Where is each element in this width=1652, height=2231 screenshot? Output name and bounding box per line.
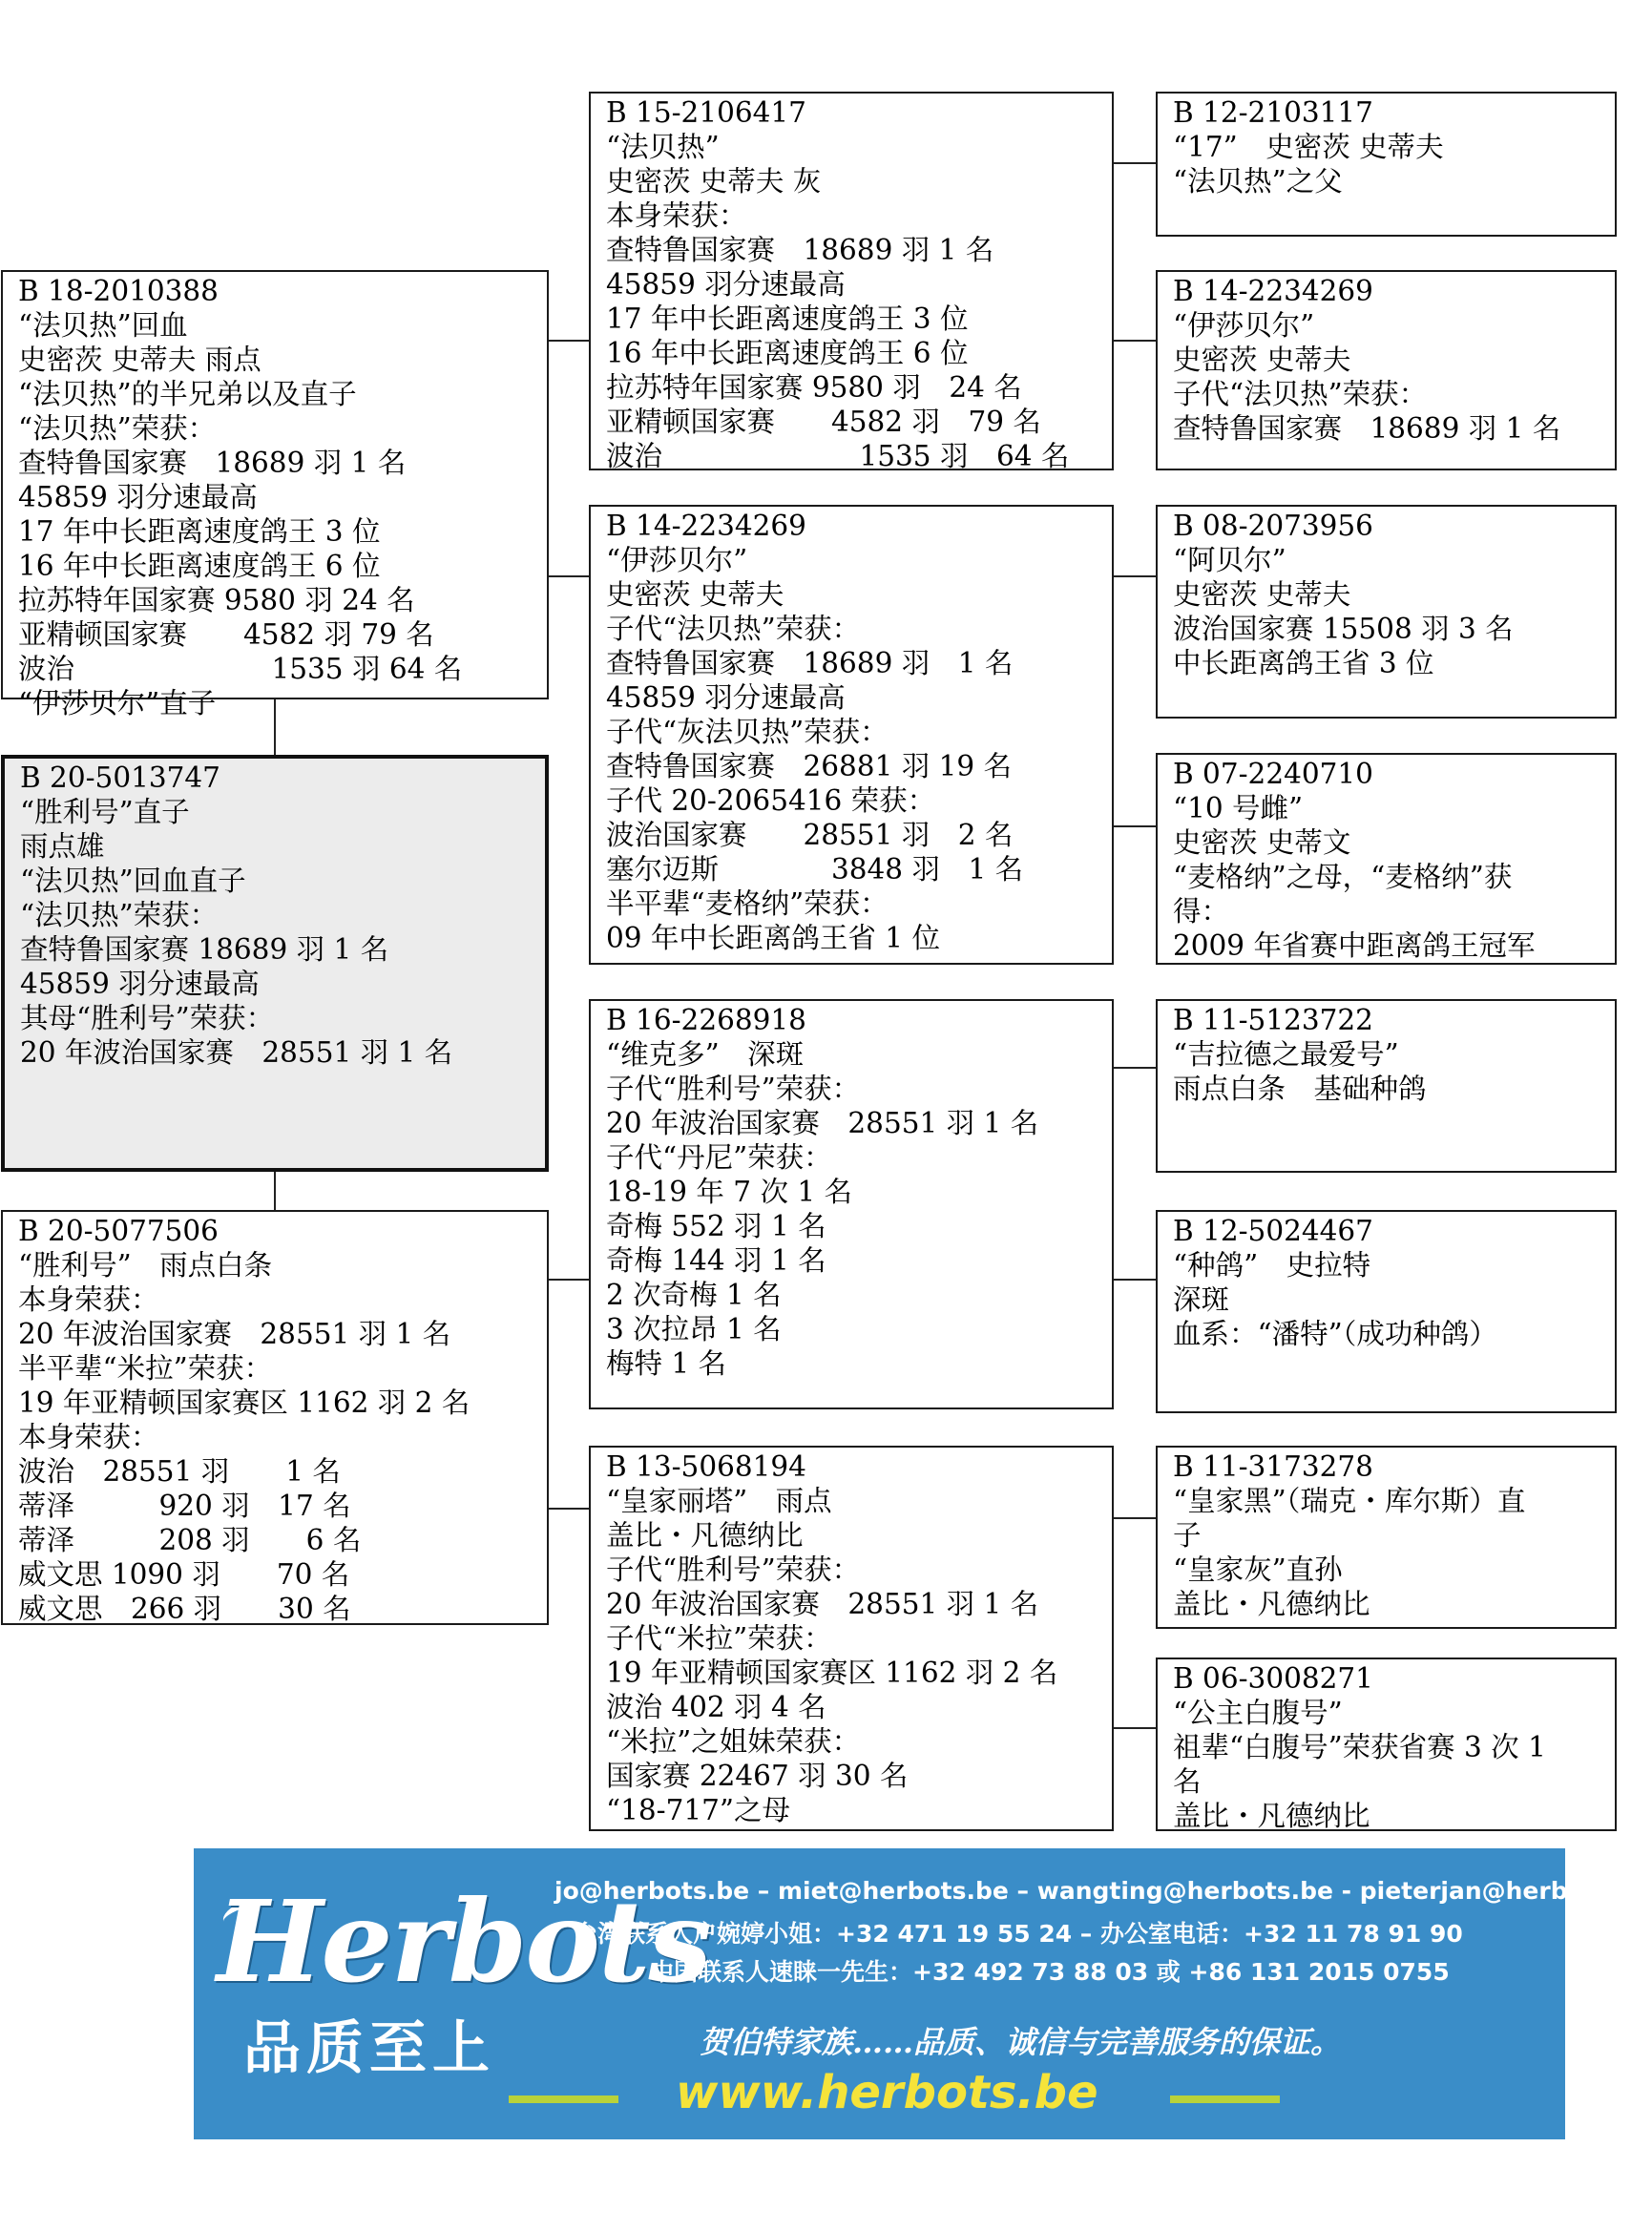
pedigree-line: 2 次奇梅 1 名 (606, 1279, 782, 1311)
pedigree-line: 亚精顿国家赛 4582 羽 79 名 (606, 406, 1041, 438)
ring-number: B 06-3008271 (1173, 1662, 1373, 1695)
pedigree-line: 名 (1173, 1765, 1202, 1798)
pedigree-line: 45859 羽分速最高 (606, 268, 846, 301)
pedigree-line: 波治 402 羽 4 名 (606, 1691, 826, 1723)
decorative-bar-right (1170, 2095, 1280, 2103)
pedigree-line: 梅特 1 名 (606, 1347, 727, 1380)
pedigree-line: 波治国家赛 15508 羽 3 名 (1173, 613, 1514, 645)
pedigree-line: “18-717”之母 (606, 1794, 790, 1826)
connector (1114, 1279, 1156, 1281)
banner-contact-taiwan: 台湾联系人户婉婷小姐：+32 471 19 55 24 – 办公室电话：+32 11 78 91 90 (574, 1920, 1463, 1948)
ring-number: B 14-2234269 (1173, 275, 1373, 307)
pedigree-line: “胜利号” 雨点白条 (18, 1249, 273, 1282)
connector (1114, 575, 1156, 577)
pedigree-line: 其母“胜利号”荣获： (20, 1002, 275, 1034)
pedigree-line: “法贝热”回血 (18, 309, 188, 342)
herbots-logo: Herbots (217, 1875, 710, 2008)
pedigree-line: 子代“法贝热”荣获： (606, 613, 861, 645)
ring-number: B 12-5024467 (1173, 1215, 1373, 1247)
pedigree-line: 奇梅 144 羽 1 名 (606, 1244, 826, 1277)
pedigree-line: “10 号雌” (1173, 792, 1304, 824)
pedigree-line: 塞尔迈斯 3848 羽 1 名 (606, 853, 1024, 886)
pedigree-line: 威文思 1090 羽 70 名 (18, 1558, 350, 1591)
pedigree-line: 本身荣获： (606, 199, 747, 232)
pedigree-line: “公主白腹号” (1173, 1697, 1343, 1729)
pedigree-line: 17 年中长距离速度鸽王 3 位 (18, 515, 381, 548)
pedigree-line: 查特鲁国家赛 18689 羽 1 名 (18, 447, 407, 479)
pedigree-line: 查特鲁国家赛 18689 羽 1 名 (606, 234, 994, 266)
pedigree-card-ggp-5 (1156, 999, 1617, 1173)
pedigree-line: 20 年波治国家赛 28551 羽 1 名 (606, 1107, 1039, 1139)
pedigree-line: “17” 史密茨 史蒂夫 (1173, 131, 1444, 163)
pedigree-line: “伊莎贝尔” (1173, 309, 1315, 342)
connector (1114, 825, 1156, 827)
pedigree-line: 45859 羽分速最高 (20, 968, 260, 1000)
pedigree-line: 子代“米拉”荣获： (606, 1622, 832, 1655)
pedigree-line: “法贝热”回血直子 (20, 865, 246, 897)
pedigree-line: “维克多” 深斑 (606, 1038, 805, 1071)
pedigree-line: 威文思 266 羽 30 名 (18, 1593, 351, 1625)
pedigree-line: 国家赛 22467 羽 30 名 (606, 1760, 909, 1792)
pedigree-card-dam-sire (589, 999, 1114, 1409)
pedigree-line: “皇家灰”直孙 (1173, 1553, 1343, 1586)
pedigree-line: 子代“法贝热”荣获： (1173, 378, 1428, 410)
pedigree-line: 19 年亚精顿国家赛区 1162 羽 2 名 (606, 1657, 1058, 1689)
pedigree-card-ggp-8 (1156, 1658, 1617, 1831)
banner-contact-china: 中国联系人速睐一先生：+32 492 73 88 03 或 +86 131 2015 0755 (650, 1958, 1450, 1986)
connector (1114, 340, 1156, 342)
pedigree-line: “伊莎贝尔”直子 (18, 687, 217, 719)
pedigree-line: 09 年中长距离鸽王省 1 位 (606, 922, 940, 954)
pedigree-line: 史密茨 史蒂夫 (606, 578, 784, 611)
pedigree-line: 史密茨 史蒂夫 灰 (606, 165, 822, 198)
pedigree-line: 蒂泽 208 羽 6 名 (18, 1524, 362, 1556)
pedigree-line: 盖比・凡德纳比 (606, 1519, 804, 1552)
ring-number: B 11-5123722 (1173, 1004, 1373, 1036)
ring-number: B 07-2240710 (1173, 758, 1373, 790)
ring-number: B 20-5077506 (18, 1215, 219, 1247)
pedigree-card-ggp-3 (1156, 505, 1617, 719)
pedigree-line: 20 年波治国家赛 28551 羽 1 名 (18, 1318, 451, 1350)
pedigree-line: 史密茨 史蒂夫 (1173, 578, 1351, 611)
pedigree-line: “法贝热”荣获： (20, 899, 219, 931)
pedigree-line: “伊莎贝尔” (606, 544, 748, 576)
pedigree-line: 半平辈“米拉”荣获： (18, 1352, 273, 1385)
pedigree-line: 子代“丹尼”荣获： (606, 1141, 832, 1174)
connector (1114, 162, 1156, 164)
connector (547, 1508, 589, 1510)
pedigree-line: 17 年中长距离速度鸽王 3 位 (606, 302, 969, 335)
pedigree-line: 波治 28551 羽 1 名 (18, 1455, 341, 1488)
pedigree-line: 奇梅 552 羽 1 名 (606, 1210, 826, 1242)
pedigree-card-subject (1, 755, 549, 1172)
pedigree-line: 盖比・凡德纳比 (1173, 1800, 1370, 1832)
pedigree-line: “米拉”之姐妹荣获： (606, 1725, 861, 1758)
pedigree-line: 血系：“潘特”（成功种鸽） (1173, 1318, 1497, 1350)
pedigree-card-ggp-1 (1156, 92, 1617, 237)
pedigree-line: 拉苏特年国家赛 9580 羽 24 名 (18, 584, 415, 616)
pedigree-line: “法贝热”之父 (1173, 165, 1343, 198)
pedigree-line: 20 年波治国家赛 28551 羽 1 名 (606, 1588, 1039, 1620)
pedigree-line: 子代“灰法贝热”荣获： (606, 716, 889, 748)
pedigree-line: “吉拉德之最爱号” (1173, 1038, 1399, 1071)
pedigree-card-dam (1, 1210, 549, 1625)
pedigree-line: 子代“胜利号”荣获： (606, 1553, 861, 1586)
pedigree-line: “法贝热” (606, 131, 720, 163)
banner-slogan: 品质至上 (243, 2015, 495, 2082)
pedigree-line: “皇家丽塔” 雨点 (606, 1485, 832, 1517)
pedigree-line: “阿贝尔” (1173, 544, 1286, 576)
pedigree-line: “法贝热”荣获： (18, 412, 217, 445)
pedigree-line: 查特鲁国家赛 26881 羽 19 名 (606, 750, 1013, 782)
pedigree-line: 子 (1173, 1519, 1202, 1552)
pedigree-line: 18-19 年 7 次 1 名 (606, 1176, 852, 1208)
ring-number: B 12-2103117 (1173, 96, 1373, 129)
pedigree-line: “胜利号”直子 (20, 796, 190, 828)
pedigree-line: 子代 20-2065416 荣获： (606, 784, 936, 817)
pedigree-line: 半平辈“麦格纳”荣获： (606, 887, 889, 920)
ring-number: B 16-2268918 (606, 1004, 806, 1036)
pedigree-line: 波治国家赛 28551 羽 2 名 (606, 819, 1014, 851)
pedigree-line: 本身荣获： (18, 1283, 159, 1316)
pedigree-line: 史密茨 史蒂文 (1173, 826, 1351, 859)
pedigree-line: 查特鲁国家赛 18689 羽 1 名 (606, 647, 1014, 679)
pedigree-line: 3 次拉昂 1 名 (606, 1313, 782, 1345)
pedigree-line: “法贝热”的半兄弟以及直子 (18, 378, 357, 410)
pedigree-line: 45859 羽分速最高 (18, 481, 258, 513)
pedigree-line: 深斑 (1173, 1283, 1230, 1316)
pedigree-line: 16 年中长距离速度鸽王 6 位 (606, 337, 969, 369)
pedigree-card-sire-sire (589, 92, 1114, 470)
pedigree-line: 亚精顿国家赛 4582 羽 79 名 (18, 618, 434, 651)
pedigree-line: 得： (1173, 895, 1230, 928)
pedigree-line: 查特鲁国家赛 18689 羽 1 名 (20, 933, 389, 966)
pedigree-line: 雨点白条 基础种鸽 (1173, 1073, 1427, 1105)
pedigree-line: “皇家黑”（瑞克・库尔斯）直 (1173, 1485, 1526, 1517)
connector (1114, 1727, 1156, 1729)
connector (1114, 1517, 1156, 1519)
pedigree-line: 史密茨 史蒂夫 (1173, 344, 1351, 376)
ring-number: B 11-3173278 (1173, 1450, 1373, 1483)
pedigree-line: 16 年中长距离速度鸽王 6 位 (18, 550, 381, 582)
pedigree-line: 祖辈“白腹号”荣获省赛 3 次 1 (1173, 1731, 1546, 1763)
pedigree-line: 子代“胜利号”荣获： (606, 1073, 861, 1105)
pedigree-line: 波治 1535 羽 64 名 (606, 440, 1070, 472)
pedigree-card-ggp-6 (1156, 1210, 1617, 1413)
pedigree-card-ggp-7 (1156, 1446, 1617, 1629)
connector (547, 575, 589, 577)
connector (1114, 1067, 1156, 1069)
connector (274, 1172, 276, 1210)
pedigree-line: 蒂泽 920 羽 17 名 (18, 1490, 351, 1522)
pedigree-card-ggp-4 (1156, 753, 1617, 965)
ring-number: B 13-5068194 (606, 1450, 806, 1483)
ring-number: B 14-2234269 (606, 510, 806, 542)
pedigree-line: 查特鲁国家赛 18689 羽 1 名 (1173, 412, 1561, 445)
ring-number: B 18-2010388 (18, 275, 219, 307)
pedigree-line: 中长距离鸽王省 3 位 (1173, 647, 1434, 679)
pedigree-line: 拉苏特年国家赛 9580 羽 24 名 (606, 371, 1022, 404)
herbots-banner (194, 1848, 1652, 2139)
ring-number: B 15-2106417 (606, 96, 806, 129)
pedigree-line: 盖比・凡德纳比 (1173, 1588, 1370, 1620)
pedigree-line: 45859 羽分速最高 (606, 681, 846, 714)
pedigree-line: 19 年亚精顿国家赛区 1162 羽 2 名 (18, 1387, 471, 1419)
banner-website-link[interactable]: www.herbots.be (676, 2066, 1098, 2119)
pedigree-line: “种鸽” 史拉特 (1173, 1249, 1371, 1282)
pedigree-card-dam-dam (589, 1446, 1114, 1831)
pedigree-line: 本身荣获： (18, 1421, 159, 1453)
ring-number: B 20-5013747 (20, 761, 220, 794)
pedigree-line: 史密茨 史蒂夫 雨点 (18, 344, 261, 376)
pedigree-line: 20 年波治国家赛 28551 羽 1 名 (20, 1036, 453, 1069)
pedigree-card-ggp-2 (1156, 270, 1617, 470)
connector (547, 340, 589, 342)
banner-tagline: 贺伯特家族……品质、诚信与完善服务的保证。 (700, 2024, 1342, 2060)
pedigree-line: 波治 1535 羽 64 名 (18, 653, 463, 685)
decorative-bar-left (509, 2095, 618, 2103)
connector (547, 1279, 589, 1281)
pedigree-card-sire (1, 270, 549, 719)
banner-emails[interactable]: jo@herbots.be – miet@herbots.be – wangting@herbots.be - pieterjan@herbots.be (554, 1877, 1652, 1905)
pedigree-line: 2009 年省赛中距离鸽王冠军 (1173, 929, 1536, 962)
pedigree-card-sire-dam (589, 505, 1114, 965)
ring-number: B 08-2073956 (1173, 510, 1373, 542)
pedigree-line: “麦格纳”之母，“麦格纳”获 (1173, 861, 1513, 893)
pedigree-line: 雨点雄 (20, 830, 105, 863)
